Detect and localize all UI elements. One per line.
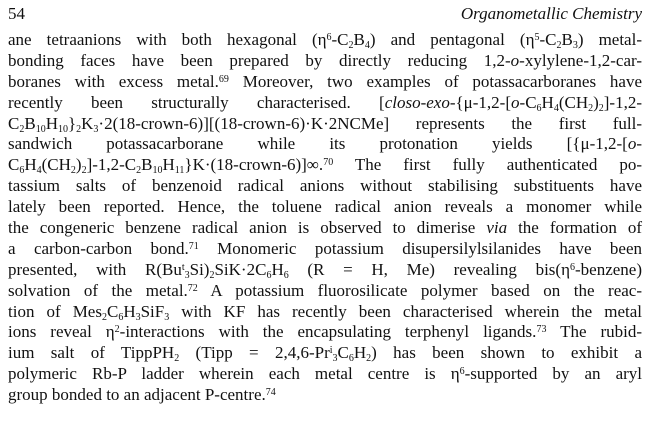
text-line: sandwich potassacarborane while its protonation yields [{μ-1,2-[o- bbox=[8, 134, 642, 154]
text-line: lately been reported. Hence, the toluene radical anion reveals a monomer while bbox=[8, 197, 642, 217]
text-line: a carbon-carbon bond.$^{71}$ Monomeric potassium disupersilylsilanides have been bbox=[8, 238, 643, 258]
running-title: Organometallic Chemistry bbox=[460, 4, 642, 23]
text-line: tion of $Mes_2C_6H_3SiF_3$ with KF has recently been characterised wherein the metal bbox=[8, 301, 642, 323]
text-line: recently been structurally characterised. [$closo-exo-\{\mu-1,2-[o-C_6H_4(CH_2)_2]-1,2-$ bbox=[8, 92, 642, 114]
text-line: the congeneric benzene radical anion is observed to dimerise via the formation of bbox=[8, 218, 642, 238]
text-line: bonding faces have been prepared by directly reducing 1,2-o-xylylene-1,2-car- bbox=[8, 50, 642, 70]
text-line: group bonded to an adjacent P-centre.$^{74}$ bbox=[8, 385, 276, 405]
page-number: 54 bbox=[8, 4, 25, 23]
text-line: boranes with excess metal.$^{69}$ Moreover, two examples of potassacarboranes have bbox=[8, 71, 642, 91]
text-line: solvation of the metal.$^{72}$ A potassium fluorosilicate polymer based on the reac- bbox=[8, 280, 642, 300]
text-line: ions reveal $\eta^2$-interactions with the encapsulating terphenyl ligands.$^{73}$ The rubid- bbox=[8, 322, 643, 342]
text-line: ane tetraanions with both hexagonal $(\eta^6-C_2B_4)$ and pentagonal $(\eta^5-C_2B_3)$ metal- bbox=[8, 30, 642, 51]
text-line: tassium salts of benzenoid radical anions without stabilising substituents have bbox=[8, 176, 642, 196]
body-paragraph bbox=[8, 30, 642, 406]
text-line: polymeric Rb-P ladder wherein each metal centre is $\eta^6$-supported by an aryl bbox=[8, 364, 642, 384]
text-line: ium salt of TippPH$_2$ (Tipp = $2,4,6-Pr^i_3C_6H_2$) has been shown to exhibit a bbox=[8, 343, 642, 365]
page-header bbox=[8, 4, 642, 26]
text-line: $C_6H_4(CH_2)_2]-1,2-C_2B_{10}H_{11}\}K\cdot(18-crown-6)]\infty.^{70}$ The first fully authenticated po- bbox=[8, 155, 642, 177]
text-line: $C_2B_{10}H_{10}\}_2K_3\cdot 2(18-crown-6)][(18-crown-6)\cdot K\cdot 2NCMe]$ represents the first full- bbox=[8, 113, 642, 135]
text-line: presented, with $R(Bu^t_3Si)_2SiK\cdot 2C_6H_6$ (R = H, Me) revealing $bis(\eta^6-benzene)$ bbox=[8, 259, 642, 281]
